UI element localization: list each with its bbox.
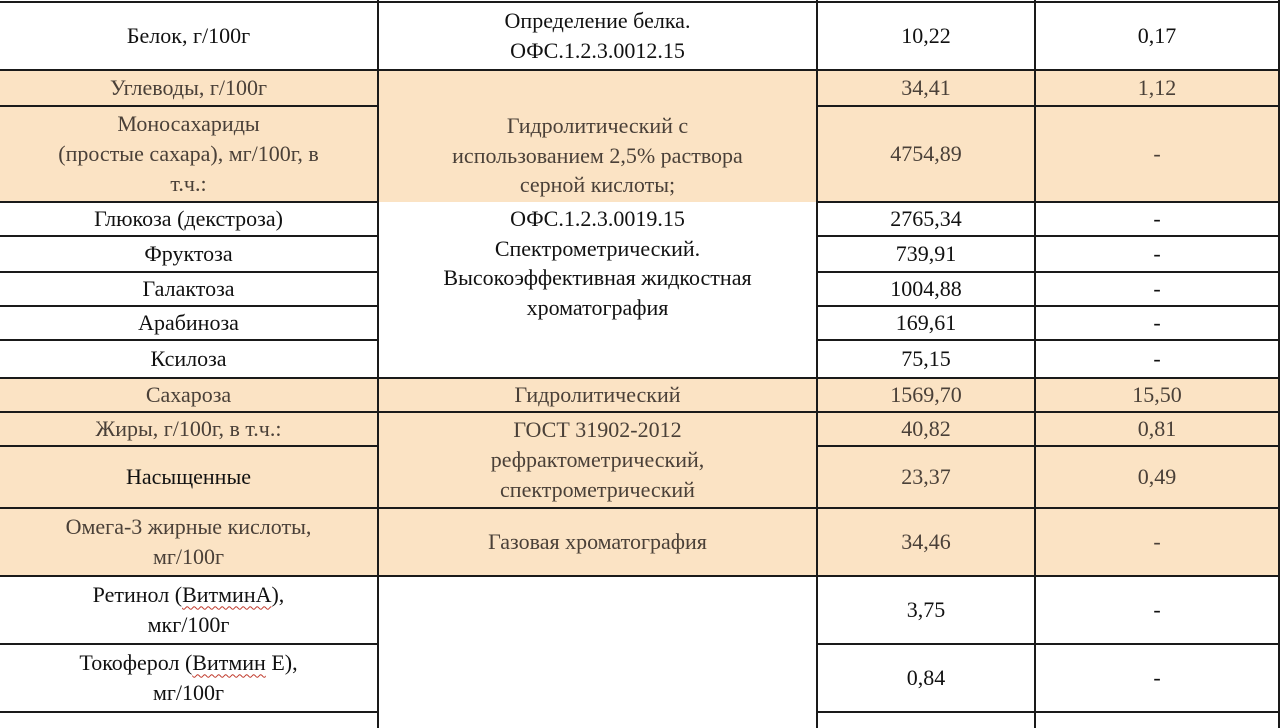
cell-value-tocopherol: 0,84 (906, 665, 946, 691)
cell-name-tocopherol: Токоферол (Витмин Е), мг/100г (79, 650, 298, 705)
cell-method-fats: ГОСТ 31902-2012 рефрактометрический, спектрометрический (490, 417, 705, 502)
cell-name-galactose: Галактоза (142, 276, 235, 302)
cell-value-xylose: 75,15 (901, 346, 951, 372)
cell-value-sucrose: 1569,70 (890, 382, 962, 408)
cell-name-protein: Белок, г/100г (126, 23, 251, 49)
cell-error-saturated: 0,49 (1137, 464, 1177, 490)
cell-name-glucose: Глюкоза (декстроза) (94, 206, 283, 232)
cell-name-arabinose: Арабиноза (138, 310, 239, 336)
cell-name-xylose: Ксилоза (150, 346, 227, 372)
cell-method-omega3: Газовая хроматография (488, 529, 707, 555)
cell-method-sucrose: Гидролитический (514, 382, 681, 408)
cell-name-fats: Жиры, г/100г, в т.ч.: (95, 416, 282, 442)
cell-name-mono: Моносахариды (простые сахара), мг/100г, в т.ч.: (58, 111, 319, 196)
cell-error-carbs: 1,12 (1137, 75, 1177, 101)
cell-name-omega3: Омега-3 жирные кислоты, мг/100г (65, 514, 312, 569)
row-line-tocopherol-l (0, 711, 378, 713)
cell-error-fats: 0,81 (1137, 416, 1177, 442)
cell-method-hydrolytic-a: Гидролитический с использованием 2,5% раствора серной кислоты; (452, 112, 743, 198)
cell-error-mono: - (1153, 141, 1161, 167)
cell-value-carbs: 34,41 (901, 75, 951, 101)
cell-error-protein: 0,17 (1137, 23, 1177, 49)
cell-name-sucrose: Сахароза (145, 382, 232, 408)
cell-name-fructose: Фруктоза (144, 241, 233, 267)
cell-value-fructose: 739,91 (895, 241, 957, 267)
cell-value-mono: 4754,89 (890, 141, 962, 167)
cell-error-xylose: - (1153, 346, 1161, 372)
cell-value-omega3: 34,46 (901, 529, 951, 555)
row-line-tocopherol-r (816, 711, 1280, 713)
cell-name-saturated: Насыщенные (126, 464, 251, 490)
cell-name-retinol: Ретинол (ВитминА), мкг/100г (92, 582, 285, 637)
cell-method-hydrolytic-b: ОФС.1.2.3.0019.15 Спектрометрический. Высокоэффективная жидкостная хроматография (443, 206, 752, 321)
cell-error-tocopherol: - (1153, 665, 1161, 691)
cell-method-protein: Определение белка. ОФС.1.2.3.0012.15 (504, 8, 691, 63)
cell-error-fructose: - (1153, 241, 1161, 267)
cell-error-arabinose: - (1153, 310, 1161, 336)
cell-error-galactose: - (1153, 276, 1161, 302)
cell-value-fats: 40,82 (901, 416, 951, 442)
cell-value-saturated: 23,37 (901, 464, 951, 490)
cell-value-galactose: 1004,88 (890, 276, 962, 302)
cell-name-carbs: Углеводы, г/100г (109, 75, 268, 101)
cell-value-arabinose: 169,61 (895, 310, 957, 336)
cell-error-glucose: - (1153, 206, 1161, 232)
cell-value-glucose: 2765,34 (890, 206, 962, 232)
cell-value-protein: 10,22 (901, 23, 951, 49)
cell-value-retinol: 3,75 (906, 597, 946, 623)
cell-error-omega3: - (1153, 529, 1161, 555)
cell-error-retinol: - (1153, 597, 1161, 623)
cell-error-sucrose: 15,50 (1132, 382, 1182, 408)
